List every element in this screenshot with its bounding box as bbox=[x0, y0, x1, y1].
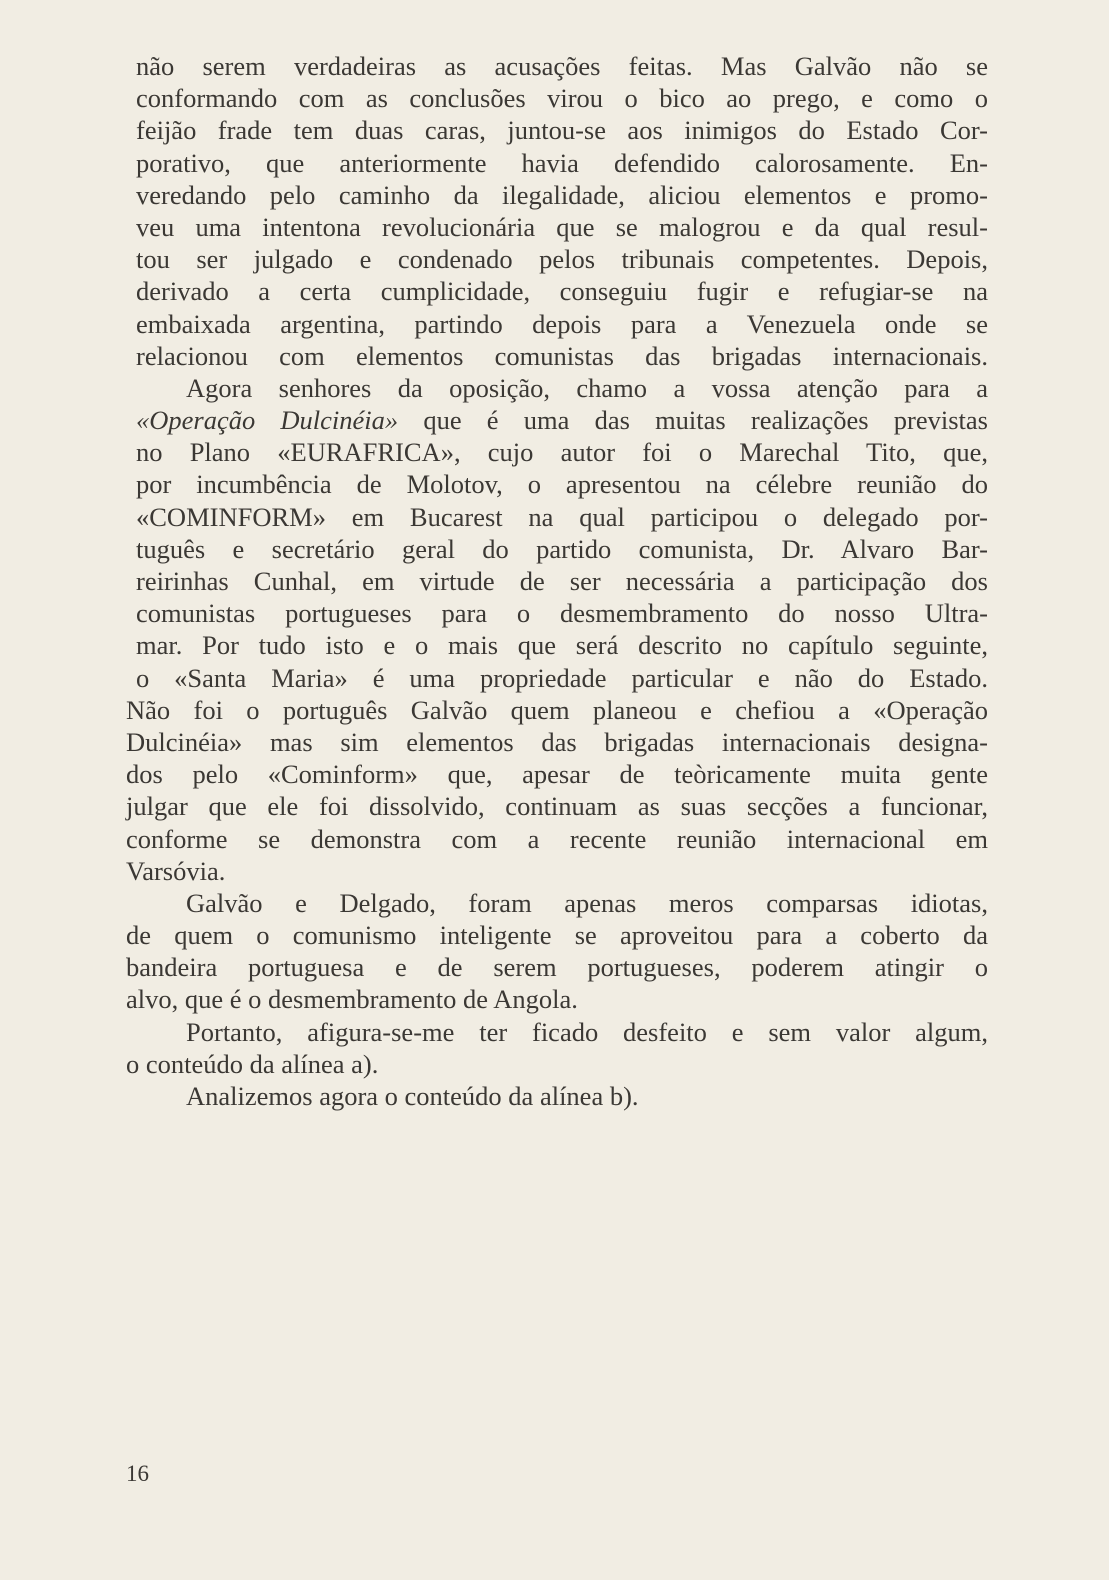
text-line: Varsóvia. bbox=[126, 855, 226, 886]
text-line: alvo, que é o desmembramento de Angola. bbox=[126, 984, 578, 1015]
text-line: o «Santa Maria» é uma propriedade particular e não do Estado. bbox=[136, 662, 988, 693]
text-line: conforme se demonstra com a recente reunião internacional em bbox=[126, 823, 988, 854]
text-line: embaixada argentina, partindo depois para a Venezuela onde se bbox=[136, 308, 988, 339]
body-text bbox=[126, 50, 988, 1112]
text-line: Analizemos agora o conteúdo da alínea b). bbox=[186, 1081, 639, 1111]
text-line: tuguês e secretário geral do partido comunista, Dr. Alvaro Bar- bbox=[136, 533, 988, 564]
text-line: no Plano «EURAFRICA», cujo autor foi o Marechal Tito, que, bbox=[136, 437, 988, 468]
italic-phrase: «Operação Dulcinéia» bbox=[136, 405, 399, 436]
text-line: comunistas portugueses para o desmembramento do nosso Ultra- bbox=[136, 598, 988, 629]
page-number: 16 bbox=[126, 1461, 149, 1486]
text-line: veredando pelo caminho da ilegalidade, aliciou elementos e promo- bbox=[136, 179, 988, 210]
text-line: Dulcinéia» mas sim elementos das brigadas internacionais designa- bbox=[126, 726, 988, 757]
text-line: feijão frade tem duas caras, juntou-se aos inimigos do Estado Cor- bbox=[136, 115, 988, 146]
text-line: reirinhas Cunhal, em virtude de ser necessária a participação dos bbox=[136, 566, 988, 596]
text-line-with-italic bbox=[126, 404, 988, 436]
text-fragment: que é uma das muitas realizações previstas bbox=[423, 405, 988, 436]
text-line: porativo, que anteriormente havia defendido calorosamente. En- bbox=[136, 147, 988, 178]
text-line: não serem verdadeiras as acusações feitas. Mas Galvão não se bbox=[136, 51, 988, 81]
text-line: Não foi o português Galvão quem planeou e chefiou a «Operação bbox=[126, 694, 988, 725]
text-line: relacionou com elementos comunistas das brigadas internacionais. bbox=[136, 340, 988, 371]
text-line: Portanto, afigura-se-me ter ficado desfeito e sem valor algum, bbox=[186, 1016, 988, 1047]
text-line: Agora senhores da oposição, chamo a vossa atenção para a bbox=[186, 372, 988, 403]
text-line: conformando com as conclusões virou o bico ao prego, e como o bbox=[136, 83, 988, 114]
text-line: o conteúdo da alínea a). bbox=[126, 1048, 379, 1079]
text-line: tou ser julgado e condenado pelos tribunais competentes. Depois, bbox=[136, 244, 988, 275]
text-line: derivado a certa cumplicidade, conseguiu fugir e refugiar-se na bbox=[136, 276, 988, 307]
text-line: bandeira portuguesa e de serem portugueses, poderem atingir o bbox=[126, 952, 988, 983]
text-line: mar. Por tudo isto e o mais que será descrito no capítulo seguinte, bbox=[136, 630, 988, 661]
text-line: por incumbência de Molotov, o apresentou na célebre reunião do bbox=[136, 469, 988, 500]
text-line: de quem o comunismo inteligente se aproveitou para a coberto da bbox=[126, 920, 988, 951]
text-line: julgar que ele foi dissolvido, continuam as suas secções a funcionar, bbox=[126, 791, 988, 822]
text-line: Galvão e Delgado, foram apenas meros comparsas idiotas, bbox=[186, 887, 988, 918]
text-line: veu uma intentona revolucionária que se malogrou e da qual resul- bbox=[136, 211, 988, 242]
text-line: dos pelo «Cominform» que, apesar de teòricamente muita gente bbox=[126, 759, 988, 790]
text-line: «COMINFORM» em Bucarest na qual participou o delegado por- bbox=[136, 501, 988, 532]
